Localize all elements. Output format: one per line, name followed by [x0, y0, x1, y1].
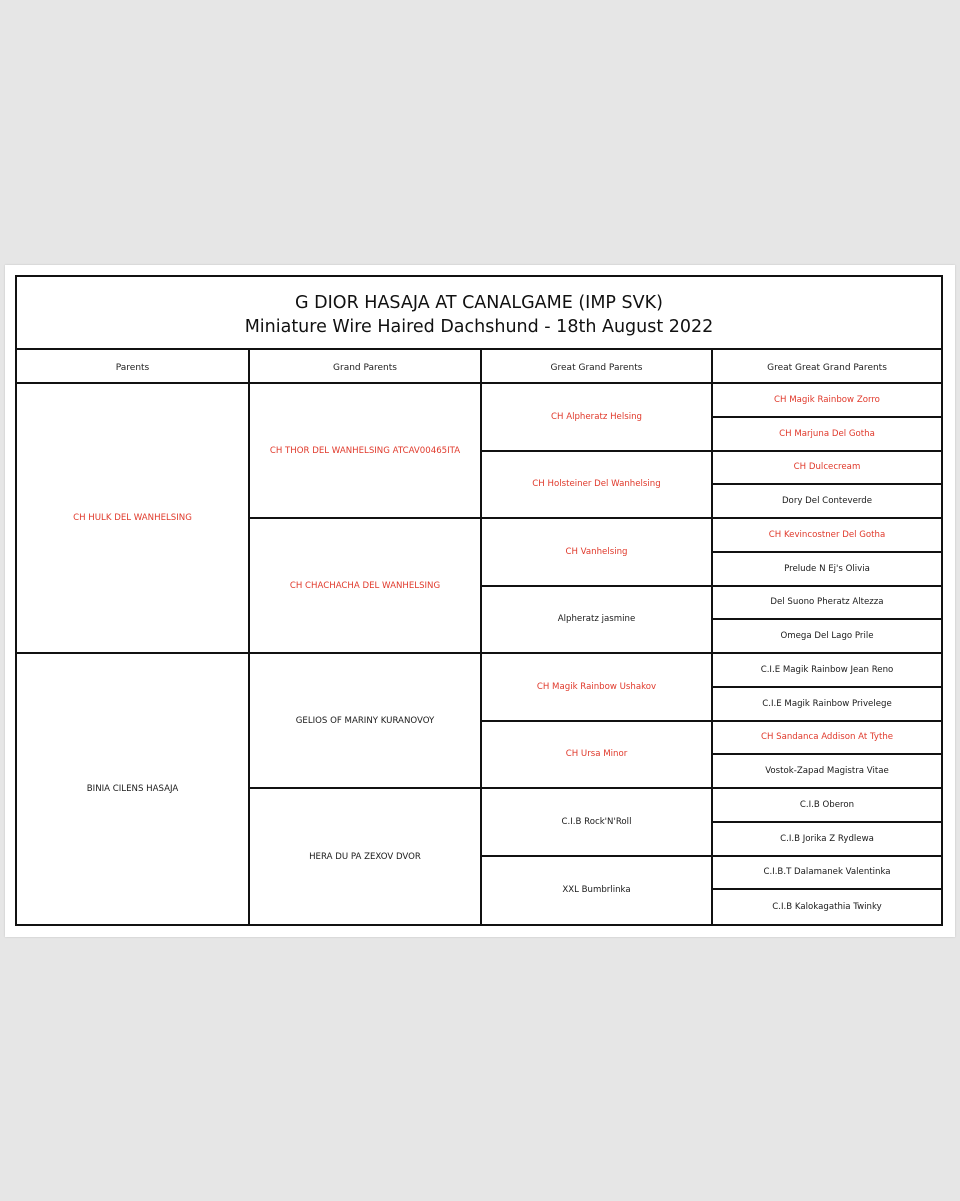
great-great-grand-parent-cell: Dory Del Conteverde: [713, 485, 941, 519]
parent-cell: CH HULK DEL WANHELSING: [17, 384, 248, 654]
great-great-grand-parent-cell: C.I.B Jorika Z Rydlewa: [713, 823, 941, 857]
great-great-grand-parent-cell: Del Suono Pheratz Altezza: [713, 587, 941, 621]
grand-parent-cell: CH THOR DEL WANHELSING ATCAV00465ITA: [250, 384, 480, 519]
great-grand-parents-column: [480, 350, 711, 924]
grand-parents-header: Grand Parents: [250, 350, 480, 384]
great-great-grand-parent-cell: C.I.E Magik Rainbow Jean Reno: [713, 654, 941, 688]
dog-name: G DIOR HASAJA AT CANALGAME (IMP SVK): [295, 293, 663, 313]
parent-cell: BINIA CILENS HASAJA: [86, 784, 179, 794]
grand-parent-cell: HERA DU PA ZEXOV DVOR: [309, 851, 421, 862]
great-great-grand-parent-cell: CH Kevincostner Del Gotha: [713, 519, 941, 553]
pedigree-grid: [17, 350, 941, 924]
parents-header: Parents: [17, 350, 248, 384]
grand-parent-cell: CH CHACHACHA DEL WANHELSING: [250, 519, 480, 654]
great-grand-parent-cell: CH Ursa Minor: [482, 722, 711, 790]
great-great-grand-parent-cell: C.I.B Oberon: [713, 789, 941, 823]
parents-column: [17, 350, 248, 924]
great-great-grand-parent-cell: C.I.B Kalokagathia Twinky: [772, 902, 882, 913]
great-grand-parent-cell: C.I.B Rock'N'Roll: [482, 789, 711, 857]
grand-parents-column: [248, 350, 480, 924]
great-grand-parents-header: Great Grand Parents: [482, 350, 711, 384]
great-great-grand-parent-cell: CH Magik Rainbow Zorro: [713, 384, 941, 418]
great-grand-parent-cell: Alpheratz jasmine: [482, 587, 711, 655]
pedigree-title-box: [17, 277, 941, 350]
great-great-grand-parent-cell: Prelude N Ej's Olivia: [713, 553, 941, 587]
great-great-grand-parent-cell: CH Dulcecream: [713, 452, 941, 486]
great-great-grand-parent-cell: C.I.E Magik Rainbow Privelege: [713, 688, 941, 722]
grand-parent-cell: GELIOS OF MARINY KURANOVOY: [250, 654, 480, 789]
great-grand-parent-cell: CH Magik Rainbow Ushakov: [482, 654, 711, 722]
great-great-grand-parent-cell: C.I.B.T Dalamanek Valentinka: [713, 857, 941, 891]
great-grand-parent-cell: CH Alpheratz Helsing: [482, 384, 711, 452]
great-great-grand-parent-cell: Omega Del Lago Prile: [713, 620, 941, 654]
pedigree-chart: [15, 275, 943, 926]
great-grand-parent-cell: XXL Bumbrlinka: [562, 885, 631, 896]
great-great-grand-parent-cell: CH Marjuna Del Gotha: [713, 418, 941, 452]
great-great-grand-parents-header: Great Great Grand Parents: [713, 350, 941, 384]
great-grand-parent-cell: CH Holsteiner Del Wanhelsing: [482, 452, 711, 520]
great-great-grand-parent-cell: CH Sandanca Addison At Tythe: [713, 722, 941, 756]
breed-date-subtitle: Miniature Wire Haired Dachshund - 18th August 2022: [244, 317, 714, 337]
great-grand-parent-cell: CH Vanhelsing: [482, 519, 711, 587]
great-great-grand-parent-cell: Vostok-Zapad Magistra Vitae: [713, 755, 941, 789]
great-great-grand-parents-column: [711, 350, 941, 924]
